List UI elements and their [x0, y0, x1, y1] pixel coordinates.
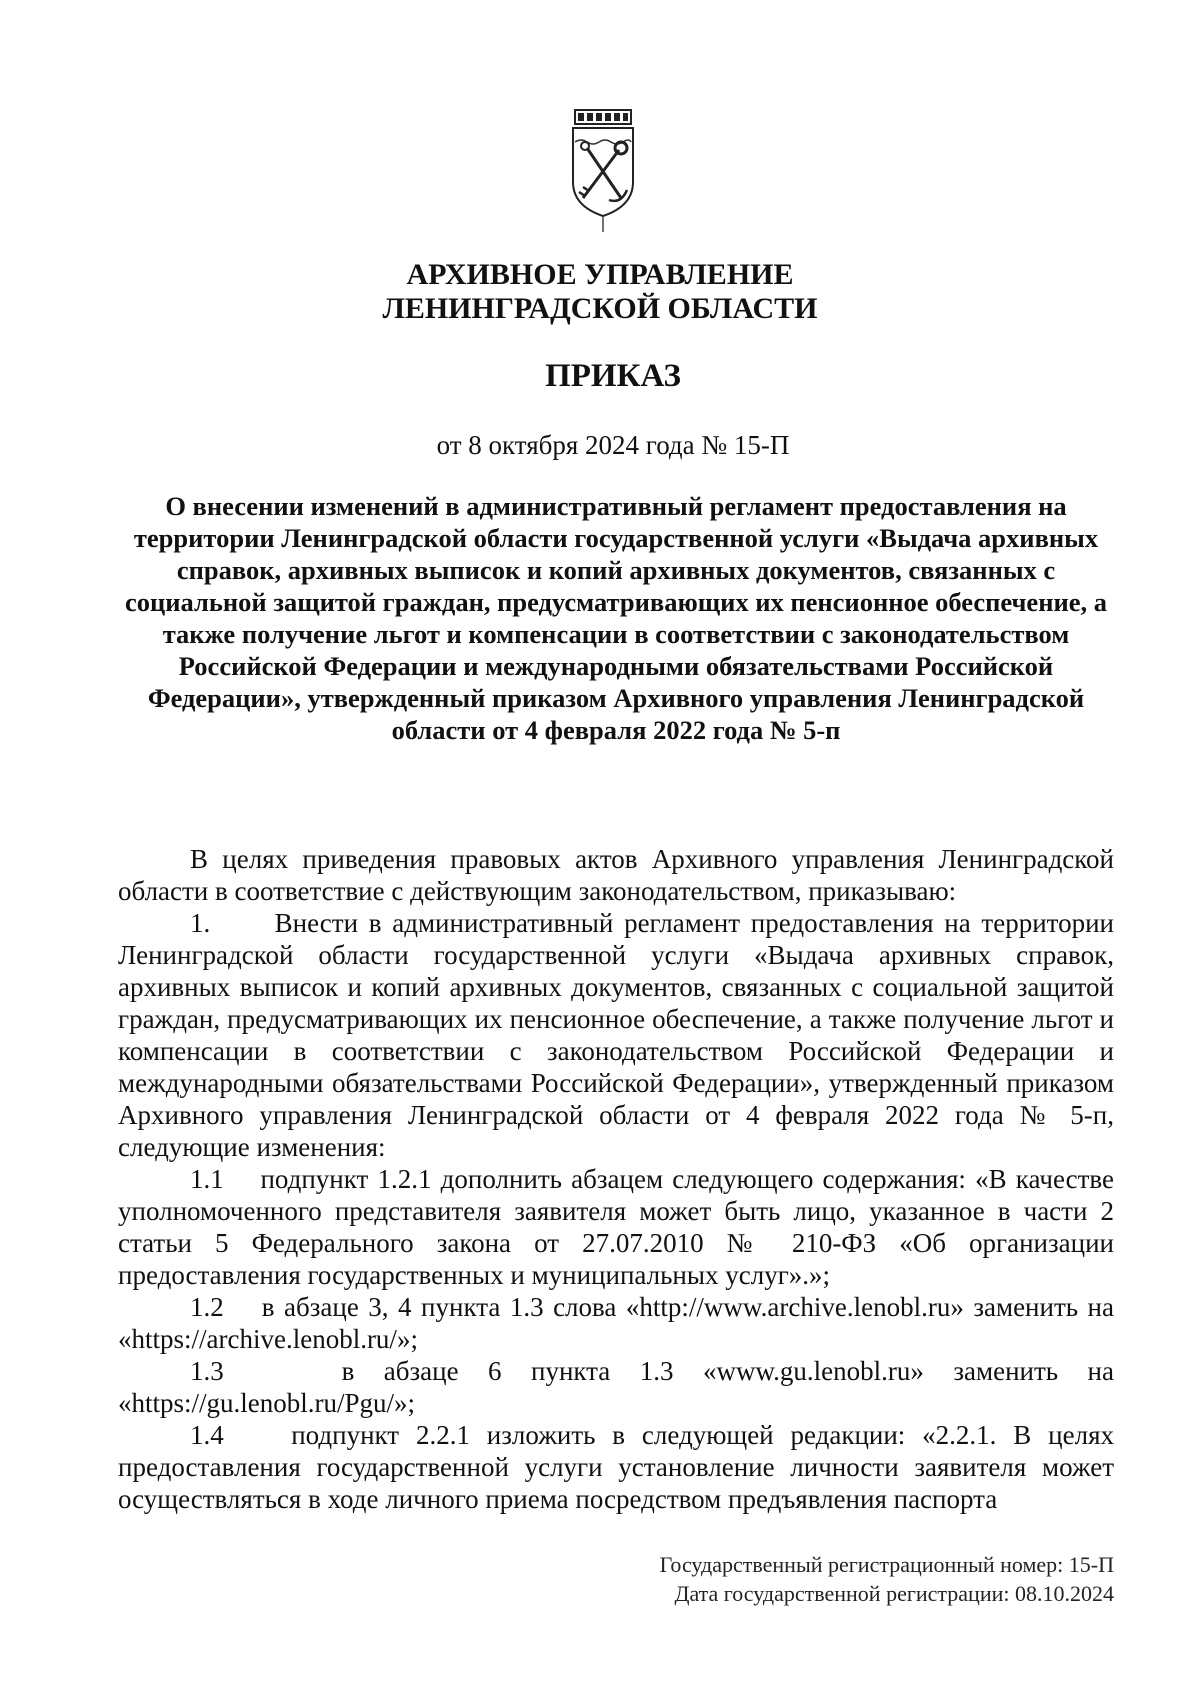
preamble-paragraph: В целях приведения правовых актов Архивного управления Ленинградской области в соответствие с действующим законодательством, приказываю: — [118, 844, 1114, 906]
registration-number: Государственный регистрационный номер: 15-П — [659, 1552, 1114, 1577]
organization-name-line2: ЛЕНИНГРАДСКОЙ ОБЛАСТИ — [382, 292, 818, 325]
item-1-paragraph: 1. Внести в административный регламент предоставления на территории Ленинградской области государственной услуги «Выдача архивных справок, архивных выписок и копий архивных документов, связанных с социальной защитой граждан, предусматривающих их пенсионное обеспечение, а также получение льгот и компенсации в соответствии с законодательством Российской Федерации и международными обязательствами Российской Федерации», утвержденный приказом Архивного управления Ленинградской области от 4 февраля 2022 года № 5-п, следующие изменения: — [118, 908, 1114, 1162]
order-subject: О внесении изменений в административный регламент предоставления на территории Ленинградской области государственной услуги «Выдача архивных справок, архивных выписок и копий архивных документов, связанных с социальной защитой граждан, предусматривающих их пенсионное обеспечение, а также получение льгот и компенсации в соответствии с законодательством Российской Федерации и международными обязательствами Российской Федерации», утвержденный приказом Архивного управления Ленинградской области от 4 февраля 2022 года № 5-п — [125, 491, 1107, 745]
order-body — [118, 843, 1114, 1515]
item-1-3-paragraph: 1.3 в абзаце 6 пункта 1.3 «www.gu.lenobl.ru» заменить на «https://gu.lenobl.ru/Pgu/»; — [118, 1356, 1114, 1418]
organization-name — [0, 258, 1200, 326]
organization-name-line1: АРХИВНОЕ УПРАВЛЕНИЕ — [406, 258, 794, 291]
registration-date: Дата государственной регистрации: 08.10.2024 — [674, 1581, 1114, 1606]
coat-of-arms-icon — [569, 108, 637, 234]
order-date-number: от 8 октября 2024 года № 15-П — [436, 430, 790, 460]
item-1-2-paragraph: 1.2 в абзаце 3, 4 пункта 1.3 слова «http://www.archive.lenobl.ru» заменить на «https://archive.lenobl.ru/»; — [118, 1292, 1114, 1354]
item-1-1-paragraph: 1.1 подпункт 1.2.1 дополнить абзацем следующего содержания: «В качестве уполномоченного представителя заявителя может быть лицо, указанное в части 2 статьи 5 Федерального закона от 27.07.2010 № 210-ФЗ «Об организации предоставления государственных и муниципальных услуг».»; — [118, 1164, 1114, 1290]
registration-footer — [660, 1550, 1114, 1608]
document-type-title: ПРИКАЗ — [545, 358, 681, 394]
item-1-4-paragraph: 1.4 подпункт 2.2.1 изложить в следующей редакции: «2.2.1. В целях предоставления государственной услуги установление личности заявителя может осуществляться в ходе личного приема посредством предъявления паспорта — [118, 1420, 1114, 1514]
